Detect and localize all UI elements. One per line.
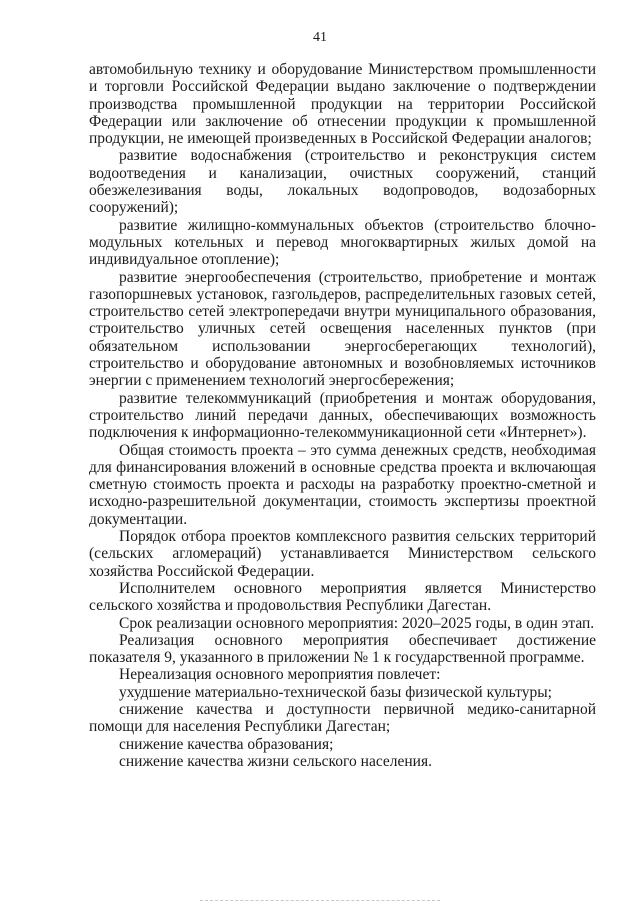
paragraph-continuation: автомобильную технику и оборудование Министерством промышленности и торговли Российской Федерации выдано заключение о подтверждении производства промышленной продукции на территории Российской Федерации или заключение об отнесении продукции к промышленной продукции, не имеющей произведенных в Российской Федерации аналогов; xyxy=(89,61,596,148)
paragraph-indicator: Реализация основного мероприятия обеспечивает достижение показателя 9, указанного в приложении № 1 к государственной программе. xyxy=(89,631,596,667)
consequence-item: снижение качества образования; xyxy=(119,735,334,753)
paragraph-energy: развитие энергообеспечения (строительство, приобретение и монтаж газопоршневых установок, газгольдеров, распределительных газовых сетей, строительство сетей электропередачи внутри муниципального образования, строительство уличных сетей освещения населенных пунктов (при обязательном использовании энергосберегающих технологий), строительство и оборудование автономных и возобновляемых источников энергии с применением технологий энергосбережения; xyxy=(89,268,596,390)
paragraph-housing: развитие жилищно-коммунальных объектов (строительство блочно-модульных котельных и перевод многоквартирных жилых домой на индивидуальное отопление); xyxy=(89,216,596,269)
scan-artifact-line xyxy=(200,898,440,901)
paragraph-selection-procedure: Порядок отбора проектов комплексного развития сельских территорий (сельских агломераций) устанавливается Министерством сельского хозяйства Российской Федерации. xyxy=(89,528,596,580)
paragraph-consequences-intro: Нереализация основного мероприятия повлечет: xyxy=(119,666,441,684)
consequence-item: снижение качества жизни сельского населения. xyxy=(119,752,432,770)
paragraph-telecom: развитие телекоммуникаций (приобретения и монтаж оборудования, строительство линий передачи данных, обеспечивающих возможность подключения к информационно-телекоммуникационной сети «Интернет»). xyxy=(89,389,596,442)
paragraph-timeframe: Срок реализации основного мероприятия: 2020–2025 годы, в один этап. xyxy=(119,614,595,632)
paragraph-project-cost: Общая стоимость проекта – это сумма денежных средств, необходимая для финансирования вложений в основные средства проекта и включающая сметную стоимость проекта и расходы на разработку проектно-сметной и исходно-разрешительной документации, стоимость экспертизы проектной документации. xyxy=(89,441,596,528)
page-number: 41 xyxy=(313,30,327,45)
paragraph-water-supply: развитие водоснабжения (строительство и реконструкция систем водоотведения и канализации, очистных сооружений, станций обезжелезивания воды, локальных водопроводов, водозаборных сооружений); xyxy=(89,147,596,217)
document-body xyxy=(89,61,596,770)
paragraph-executor: Исполнителем основного мероприятия является Министерство сельского хозяйства и продовольствия Республики Дагестан. xyxy=(89,579,596,615)
consequence-item: ухудшение материально-технической базы физической культуры; xyxy=(119,683,552,701)
consequence-item: снижение качества и доступности первичной медико-санитарной помощи для населения Республики Дагестан; xyxy=(89,700,596,736)
